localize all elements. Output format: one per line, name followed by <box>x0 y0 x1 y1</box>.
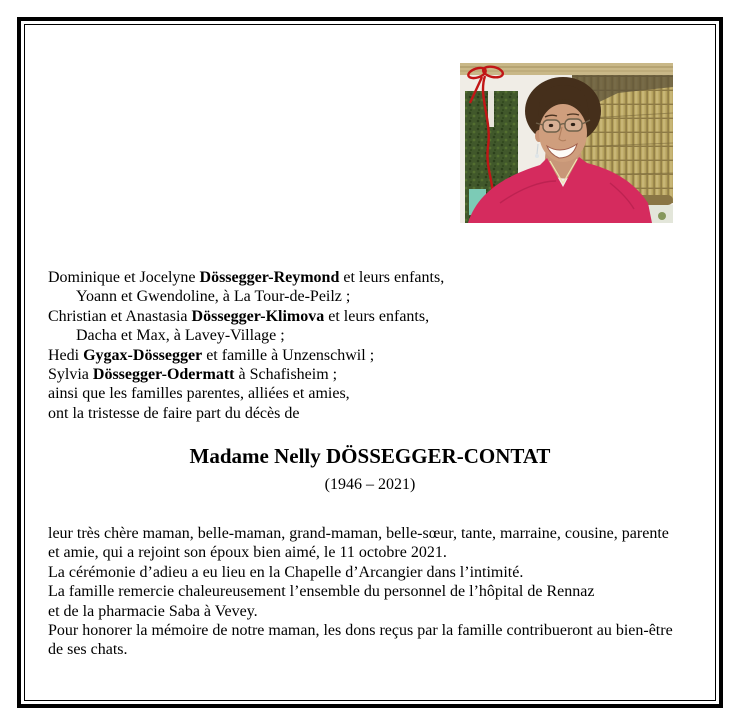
body-line: leur très chère maman, belle-maman, grand-maman, belle-sœur, tante, marraine, cousine, parente <box>48 525 669 542</box>
body-line: et amie, qui a rejoint son époux bien aimé, le 11 octobre 2021. <box>48 544 447 562</box>
family-line: ainsi que les familles parentes, alliées et amies, <box>48 385 350 403</box>
portrait-photo-art <box>460 63 673 223</box>
body-line: et de la pharmacie Saba à Vevey. <box>48 602 258 620</box>
family-line: Hedi Gygax-Dössegger et famille à Unzenschwil ; <box>48 346 375 364</box>
body-line: Pour honorer la mémoire de notre maman, les dons reçus par la famille contribueront au bien-être <box>48 622 673 640</box>
family-line: Yoann et Gwendoline, à La Tour-de-Peilz ; <box>76 288 351 306</box>
family-line: Dacha et Max, à Lavey-Village ; <box>76 327 285 345</box>
deceased-name: Madame Nelly DÖSSEGGER-CONTAT <box>189 444 551 468</box>
body-lines <box>48 524 673 660</box>
family-line: Dominique et Jocelyne Dössegger-Reymond et leurs enfants, <box>48 269 445 286</box>
family-line: ont la tristesse de faire part du décès de <box>48 404 300 422</box>
bamboo-top-bar <box>460 63 673 75</box>
family-line: Sylvia Dössegger-Odermatt à Schafisheim ; <box>48 366 338 384</box>
right-eye <box>571 123 575 126</box>
family-line: Christian et Anastasia Dössegger-Klimova et leurs enfants, <box>48 307 430 325</box>
deceased-years: (1946 – 2021) <box>324 476 416 493</box>
body-line: de ses chats. <box>48 641 128 659</box>
family-lines <box>48 268 444 423</box>
body-line: La cérémonie d’adieu a eu lieu en la Chapelle d’Arcangier dans l’intimité. <box>48 563 524 581</box>
left-eye <box>549 124 553 127</box>
body-line: La famille remercie chaleureusement l’ensemble du personnel de l’hôpital de Rennaz <box>48 583 595 601</box>
portrait-photo <box>460 63 673 223</box>
